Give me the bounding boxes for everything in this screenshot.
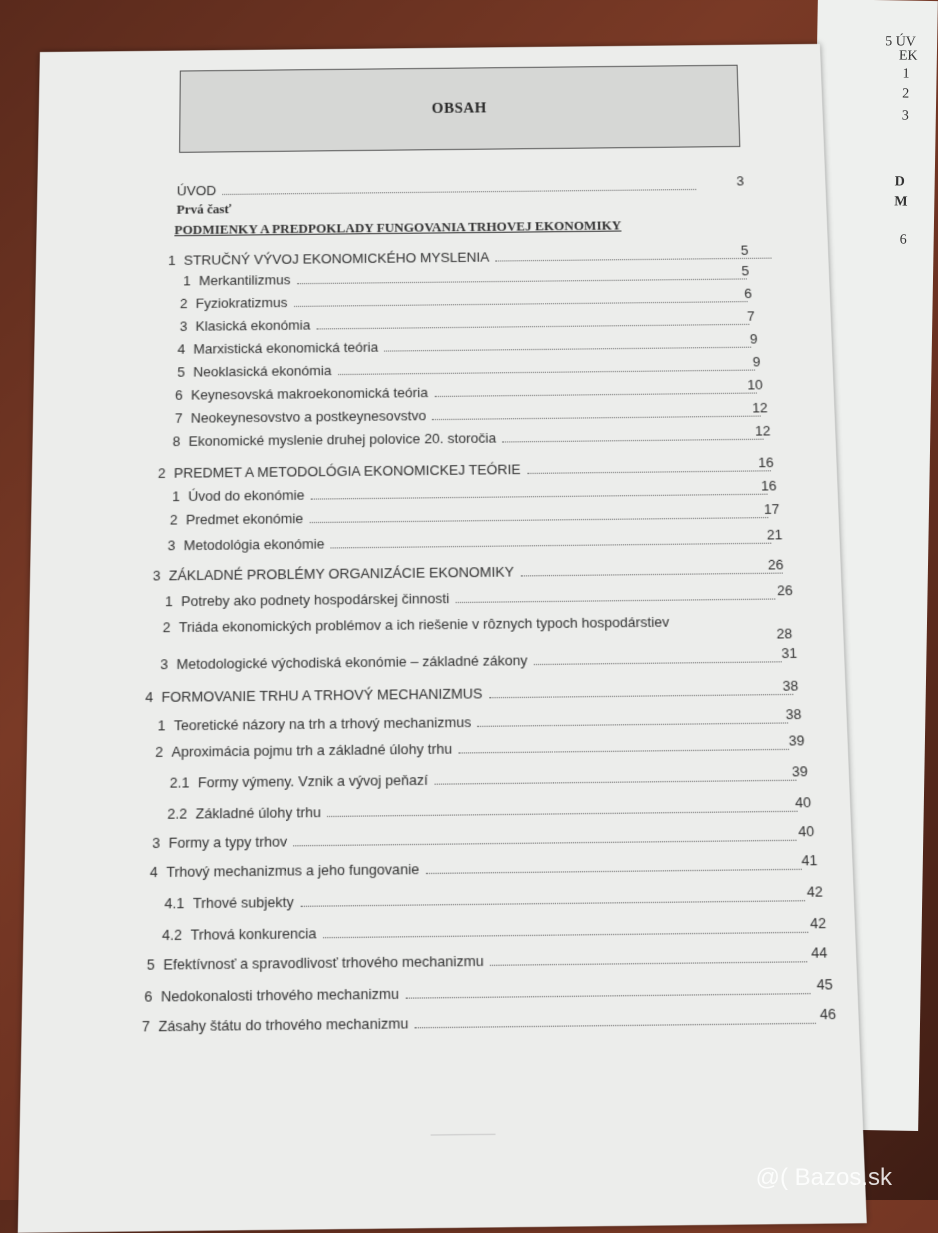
toc-entry — [170, 505, 775, 528]
toc-page-number: 9 — [752, 353, 761, 370]
leader-dots — [311, 494, 768, 500]
leader-dots — [327, 811, 797, 817]
right-page-text: 6 — [899, 232, 907, 248]
leader-dots — [222, 189, 696, 195]
toc-page-number: 40 — [794, 793, 812, 811]
toc-label: Formy výmeny. Vznik a vývoj peňazí — [197, 771, 429, 791]
toc-number: 7 — [141, 1017, 151, 1035]
right-page-text: 3 — [901, 108, 909, 124]
leader-dots — [317, 324, 750, 330]
toc-page — [18, 44, 867, 1233]
toc-entry — [180, 290, 754, 312]
toc-number: 5 — [177, 364, 186, 380]
toc-label: Metodologické východiská ekonómie – základné zákony — [176, 652, 528, 673]
toc-entry — [153, 561, 789, 584]
toc-entry — [177, 335, 757, 357]
watermark: @( Bazos.sk — [755, 1164, 892, 1191]
toc-page-number: 41 — [801, 851, 818, 869]
toc-label: Marxistická ekonomická teória — [193, 339, 379, 357]
toc-number: 4 — [177, 341, 186, 357]
leader-dots — [490, 961, 807, 966]
page-title: OBSAH — [431, 99, 488, 117]
toc-label: Klasická ekonómia — [195, 317, 311, 334]
toc-page-number: 28 — [776, 625, 793, 642]
toc-entry — [172, 482, 774, 504]
toc-number: 1 — [164, 593, 173, 610]
toc-entry — [173, 427, 770, 449]
toc-number: 3 — [152, 567, 161, 584]
leader-dots — [534, 661, 782, 665]
toc-label: Triáda ekonomických problémov a ich riešenie v rôznych typoch hospodárstiev — [178, 613, 670, 636]
toc-page-number: 12 — [754, 422, 771, 439]
toc-entry — [165, 587, 782, 610]
title-box — [179, 65, 740, 153]
toc-entry — [163, 612, 785, 635]
toc-number: 6 — [175, 387, 183, 403]
toc-page-number: 42 — [806, 883, 824, 901]
toc-page-number: 45 — [816, 975, 834, 994]
toc-number: 7 — [174, 410, 183, 427]
part-title-text: PODMIENKY A PREDPOKLADY FUNGOVANIA TRHOVEJ EKONOMIKY — [174, 217, 622, 238]
toc-label: ÚVOD — [176, 182, 217, 199]
toc-page-number: 17 — [763, 500, 780, 518]
toc-label: Trhový mechanizmus a jeho fungovanie — [166, 860, 420, 881]
toc-number: 2 — [157, 465, 166, 482]
toc-page-number: 38 — [782, 677, 799, 694]
toc-number: 4.2 — [161, 926, 183, 944]
toc-page-number: 39 — [788, 732, 805, 749]
toc-number: 3 — [152, 834, 161, 852]
toc-number: 6 — [144, 987, 153, 1006]
toc-number: 8 — [172, 433, 181, 450]
toc-entry — [175, 381, 763, 403]
toc-label: Úvod do ekonómie — [188, 486, 305, 505]
toc-label: Predmet ekonómie — [185, 510, 304, 528]
leader-dots — [331, 543, 771, 549]
toc-page-number: 26 — [776, 582, 794, 599]
toc-page-number: 26 — [767, 556, 784, 573]
toc-label: Ekonomické myslenie druhej polovice 20. storočia — [188, 429, 497, 450]
toc-label: Metodológia ekonómie — [183, 535, 325, 554]
toc-entry — [164, 888, 811, 912]
leader-dots — [527, 470, 771, 474]
part-label-text: Prvá časť — [176, 200, 232, 217]
right-page-text: 5 ÚV — [885, 34, 916, 50]
leader-dots — [338, 370, 755, 375]
toc-label: Aproximácia pojmu trh a základné úlohy trhu — [171, 740, 453, 761]
toc-entry — [168, 531, 778, 554]
toc-page-number: 42 — [809, 914, 827, 932]
leader-dots — [502, 439, 763, 443]
toc-label: Fyziokratizmus — [195, 294, 288, 312]
toc-entry — [155, 737, 795, 761]
toc-label: Neoklasická ekonómia — [193, 362, 332, 380]
toc-page-number: 38 — [785, 705, 802, 723]
toc-number: 5 — [146, 956, 155, 974]
toc-number: 4 — [149, 863, 158, 881]
leader-dots — [489, 694, 794, 698]
toc-label: Nedokonalosti trhového mechanizmu — [160, 985, 399, 1005]
toc-page-number: 21 — [766, 526, 783, 543]
toc-entry — [150, 856, 809, 880]
toc-page-number: 46 — [819, 1005, 837, 1023]
leader-dots — [384, 347, 751, 352]
toc-page-number: 5 — [740, 242, 749, 258]
leader-dots — [405, 993, 810, 999]
toc-label: Trhová konkurencia — [190, 924, 317, 944]
toc-number: 2 — [162, 619, 171, 636]
toc-number: 1 — [168, 252, 176, 269]
toc-entry — [152, 827, 803, 851]
toc-page-number: 16 — [760, 477, 777, 494]
toc-label: FORMOVANIE TRHU A TRHOVÝ MECHANIZMUS — [161, 685, 483, 706]
leader-dots — [458, 749, 789, 754]
page-number-mark — [431, 1134, 496, 1136]
leader-dots — [434, 780, 796, 785]
toc-page-number: 39 — [791, 762, 809, 780]
toc-entry — [162, 919, 815, 943]
right-page-text: D — [894, 174, 905, 190]
right-page-text: M — [894, 194, 908, 210]
leader-dots — [297, 278, 747, 284]
toc-number: 2 — [169, 511, 178, 528]
toc-entry — [180, 312, 756, 334]
toc-number: 2.1 — [169, 774, 190, 791]
toc-entry — [170, 767, 803, 791]
toc-page-number: 6 — [743, 285, 753, 302]
toc-page-number: 9 — [749, 331, 758, 347]
toc-entry — [160, 649, 788, 672]
toc-number: 3 — [167, 537, 176, 554]
toc-number: 3 — [160, 655, 169, 673]
toc-entry — [147, 949, 814, 973]
toc-label: PREDMET A METODOLÓGIA EKONOMICKEJ TEÓRIE — [173, 461, 521, 481]
right-page-text: 1 — [902, 66, 910, 82]
toc-label: ZÁKLADNÉ PROBLÉMY ORGANIZÁCIE EKONOMIKY — [168, 563, 515, 584]
leader-dots — [456, 598, 776, 603]
toc-entry — [168, 246, 778, 268]
toc-entry — [158, 459, 777, 482]
leader-dots — [300, 900, 805, 907]
toc-intro — [177, 178, 703, 199]
toc-page-number: 31 — [781, 644, 798, 662]
leader-dots — [415, 1023, 816, 1029]
toc-page-number: 3 — [736, 173, 745, 189]
leader-dots — [294, 301, 748, 307]
part-label — [177, 201, 232, 218]
toc-label: Merkantilizmus — [198, 271, 291, 289]
toc-number: 1 — [157, 717, 166, 734]
leader-dots — [477, 722, 788, 726]
toc-page-number: 12 — [751, 399, 768, 416]
leader-dots — [323, 932, 808, 939]
leader-dots — [310, 517, 769, 523]
leader-dots — [432, 416, 760, 421]
leader-dots — [520, 573, 782, 577]
toc-entry — [145, 682, 800, 706]
toc-entry — [158, 710, 795, 733]
toc-page-number: 16 — [757, 454, 774, 471]
toc-label: Trhové subjekty — [192, 893, 294, 912]
right-page-text: EK — [898, 48, 918, 64]
leader-dots — [434, 393, 757, 397]
toc-page-number: 40 — [797, 822, 815, 840]
toc-label: Neokeynesovstvo a postkeynesovstvo — [190, 407, 427, 426]
toc-number: 1 — [183, 272, 191, 289]
right-page-text: 2 — [902, 86, 910, 102]
leader-dots — [496, 258, 772, 262]
toc-number: 2.2 — [167, 805, 188, 823]
toc-entry — [183, 267, 753, 288]
toc-number: 3 — [179, 318, 188, 335]
leader-dots — [294, 840, 797, 847]
toc-number: 4.1 — [164, 894, 185, 912]
toc-entry — [144, 980, 817, 1005]
toc-label: Zásahy štátu do trhového mechanizmu — [158, 1014, 409, 1035]
leader-dots — [426, 869, 802, 874]
toc-label: Formy a typy trhov — [168, 833, 288, 852]
toc-label: Efektívnosť a spravodlivosť trhového mechanizmu — [163, 952, 484, 973]
toc-number: 4 — [145, 688, 154, 706]
toc-number: 2 — [155, 743, 164, 761]
toc-page-number: 44 — [810, 943, 828, 962]
toc-entry — [142, 1010, 823, 1035]
toc-page-number: 7 — [746, 308, 755, 324]
toc-page-number: 10 — [747, 376, 763, 393]
toc-label: Základné úlohy trhu — [195, 803, 322, 822]
toc-entry — [167, 798, 804, 822]
toc-number: 1 — [172, 488, 180, 505]
toc-number: 2 — [179, 295, 188, 312]
toc-entry — [177, 358, 761, 380]
toc-label: Teoretické názory na trh a trhový mechanizmus — [173, 713, 472, 734]
toc-label: Potreby ako podnety hospodárskej činnosti — [181, 590, 450, 610]
toc-label: STRUČNÝ VÝVOJ EKONOMICKÉHO MYSLENIA — [183, 249, 490, 268]
toc-page-number: 5 — [741, 262, 750, 279]
toc-entry — [175, 404, 767, 426]
toc-label: Keynesovská makroekonomická teória — [190, 384, 429, 403]
part-title — [174, 217, 621, 238]
